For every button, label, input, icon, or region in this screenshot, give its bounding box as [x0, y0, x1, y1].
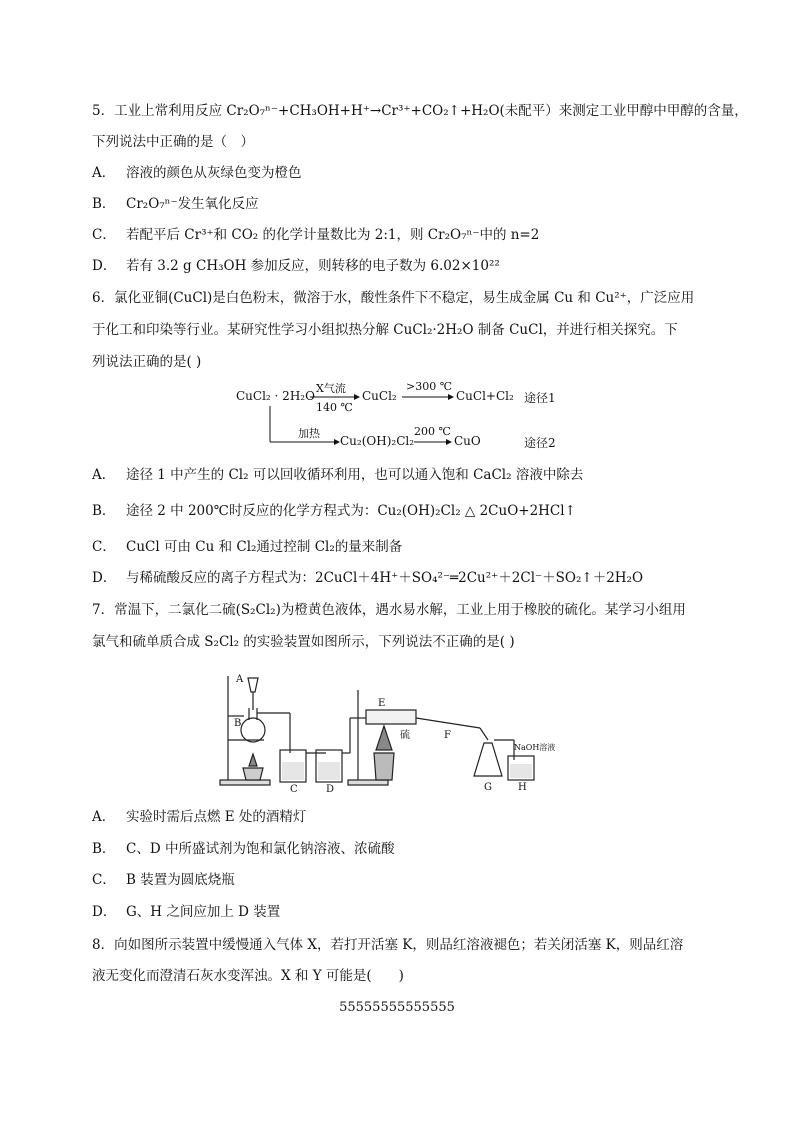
reaction-scheme — [230, 380, 610, 460]
option-label: A． — [92, 467, 116, 483]
label-f: F — [444, 730, 451, 741]
arrowhead-2 — [448, 394, 454, 400]
option-label: D． — [92, 258, 117, 274]
experiment-apparatus-figure — [218, 668, 578, 797]
label-d: D — [326, 784, 335, 793]
q6-option-c — [92, 537, 402, 557]
q7-option-d — [92, 902, 280, 922]
option-text: B 装置为圆底烧瓶 — [126, 872, 235, 888]
q7-option-a — [92, 807, 306, 827]
q7-stem-line1: 7．常温下，二氯化二硫(S₂Cl₂)为橙黄色液体，遇水易水解，工业上用于橡胶的硫化。某学习小组用 — [92, 602, 686, 618]
q5-option-d — [92, 256, 500, 276]
q5-option-c — [92, 225, 539, 245]
scheme-arrow1-bottom: 140 ℃ — [316, 401, 353, 414]
scheme-branch-label: 加热 — [298, 427, 320, 440]
arrowhead-1 — [354, 394, 360, 400]
q6-stem-line3: 列说法正确的是( ) — [92, 354, 202, 370]
scheme-mid2: Cu₂(OH)₂Cl₂ — [340, 434, 415, 448]
label-sulfur: 硫 — [400, 730, 410, 741]
option-text: CuCl 可由 Cu 和 Cl₂通过控制 Cl₂的量来制备 — [126, 539, 403, 555]
option-label: D． — [92, 904, 117, 920]
scheme-route2: 途径2 — [524, 436, 556, 450]
conical-flask-g — [474, 743, 502, 776]
q6-stem-line1: 6．氯化亚铜(CuCl)是白色粉末，微溶于水，酸性条件下不稳定，易生成金属 Cu 和 Cu²⁺，广泛应用 — [92, 290, 695, 306]
q6-stem-line2: 于化工和印染等行业。某研究性学习小组拟热分解 CuCl₂·2H₂O 制备 CuCl，并进行相关探究。下 — [92, 322, 678, 338]
scheme-end1: CuCl+Cl₂ — [456, 389, 514, 403]
q5-stem-line2: 下列说法中正确的是（ ） — [92, 134, 254, 150]
option-text: 溶液的颜色从灰绿色变为橙色 — [126, 165, 302, 181]
option-label: C． — [92, 872, 116, 888]
option-label: C． — [92, 539, 116, 555]
q5-stem-line1: 5．工业上常利用反应 Cr₂O₇ⁿ⁻+CH₃OH+H⁺→Cr³⁺+CO₂↑+H₂O(未配平）来测定工业甲醇中甲醇的含量， — [92, 103, 748, 119]
label-b: B — [234, 718, 242, 729]
label-g: G — [484, 782, 492, 793]
q7-option-b — [92, 839, 394, 859]
flame-e — [376, 726, 392, 750]
option-text: G、H 之间应加上 D 装置 — [126, 904, 281, 920]
option-text: 实验时需后点燃 E 处的酒精灯 — [126, 809, 307, 825]
label-e: E — [378, 698, 386, 709]
q8-stem-line1: 8．向如图所示装置中缓慢通入气体 X，若打开活塞 K，则品红溶液褪色；若关闭活塞 K，则品红溶 — [92, 937, 684, 953]
q5-option-b — [92, 194, 259, 214]
reaction-tube-e — [366, 710, 416, 724]
q8-stem-line2: 液无变化而澄清石灰水变浑浊。X 和 Y 可能是( ) — [92, 968, 404, 984]
flame-b — [249, 754, 257, 766]
label-a: A — [236, 674, 244, 685]
option-label: B． — [92, 841, 116, 857]
label-naoh: NaOH溶液 — [514, 743, 556, 752]
scheme-end2: CuO — [454, 434, 481, 448]
scheme-mid1: CuCl₂ — [362, 389, 397, 403]
option-label: A． — [92, 165, 116, 181]
alcohol-lamp-e — [374, 753, 394, 780]
page-footer: 55555555555555 — [339, 1000, 455, 1015]
option-label: D． — [92, 570, 117, 586]
option-text: 若有 3.2 g CH₃OH 参加反应，则转移的电子数为 6.02×10²² — [126, 258, 500, 274]
option-label: B． — [92, 196, 116, 212]
arrowhead-4 — [446, 439, 452, 445]
scheme-start: CuCl₂ · 2H₂O — [236, 389, 315, 403]
q5-option-a — [92, 163, 302, 183]
q7-option-c — [92, 870, 235, 890]
q6-option-a — [92, 465, 583, 485]
option-label: A． — [92, 809, 116, 825]
q7-stem-line2: 氯气和硫单质合成 S₂Cl₂ 的实验装置如图所示，下列说法不正确的是( ) — [92, 634, 515, 650]
scheme-arrow2-top: >300 ℃ — [406, 380, 453, 393]
option-label: B． — [92, 503, 116, 519]
scheme-arrow3-top: 200 ℃ — [414, 425, 451, 438]
alcohol-lamp-b — [243, 768, 263, 780]
option-text: 途径 2 中 200℃时反应的化学方程式为：Cu₂(OH)₂Cl₂ △ 2CuO+2HCl↑ — [126, 503, 576, 519]
option-text: 与稀硫酸反应的离子方程式为：2CuCl＋4H⁺＋SO₄²⁻═2Cu²⁺＋2Cl⁻＋SO₂↑＋2H₂O — [126, 570, 644, 586]
condenser-tube-f — [416, 718, 480, 728]
option-text: C、D 中所盛试剂为饱和氯化钠溶液、浓硫酸 — [126, 841, 395, 857]
q6-option-d — [92, 568, 643, 588]
label-c: C — [290, 784, 298, 793]
q6-option-b — [92, 501, 576, 521]
apparatus-drawing — [218, 668, 578, 793]
option-text: 途径 1 中产生的 Cl₂ 可以回收循环利用，也可以通入饱和 CaCl₂ 溶液中除去 — [126, 467, 584, 483]
option-text: Cr₂O₇ⁿ⁻发生氧化反应 — [126, 196, 259, 212]
scheme-route1: 途径1 — [524, 391, 556, 405]
label-h: H — [518, 782, 527, 793]
stand-base — [220, 780, 270, 785]
option-label: C． — [92, 227, 116, 243]
dropping-funnel — [248, 678, 258, 692]
scheme-arrow1-top: X气流 — [316, 382, 346, 395]
round-bottom-flask — [241, 718, 265, 742]
option-text: 若配平后 Cr³⁺和 CO₂ 的化学计量数比为 2:1，则 Cr₂O₇ⁿ⁻中的 n=2 — [126, 227, 540, 243]
